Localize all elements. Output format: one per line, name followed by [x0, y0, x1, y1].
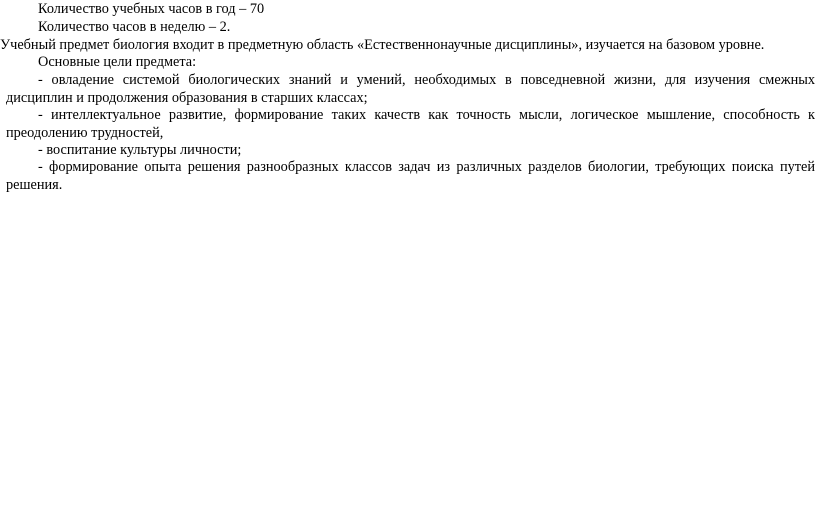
goal-item-problem-solving: - формирование опыта решения разнообразных классов задач из различных разделов биологии, требующих поиска путей решения. [6, 159, 815, 193]
goal-item-knowledge: - овладение системой биологических знаний и умений, необходимых в повседневной жизни, для изучения смежных дисциплин и продолжения образования в старших классах; [6, 72, 815, 106]
subject-intro-line: Учебный предмет биология входит в предметную область «Естественнонаучные дисциплины», изучается на базовом уровне. [0, 37, 765, 53]
hours-per-week-line: Количество часов в неделю – 2. [38, 19, 231, 35]
goal-item-culture: - воспитание культуры личности; [38, 142, 242, 158]
hours-per-year-line: Количество учебных часов в год – 70 [38, 1, 265, 17]
goals-heading: Основные цели предмета: [38, 54, 197, 70]
goal-item-intellectual: - интеллектуальное развитие, формирование таких качеств как точность мысли, логическое мышление, способность к преодолению трудностей, [6, 107, 815, 141]
